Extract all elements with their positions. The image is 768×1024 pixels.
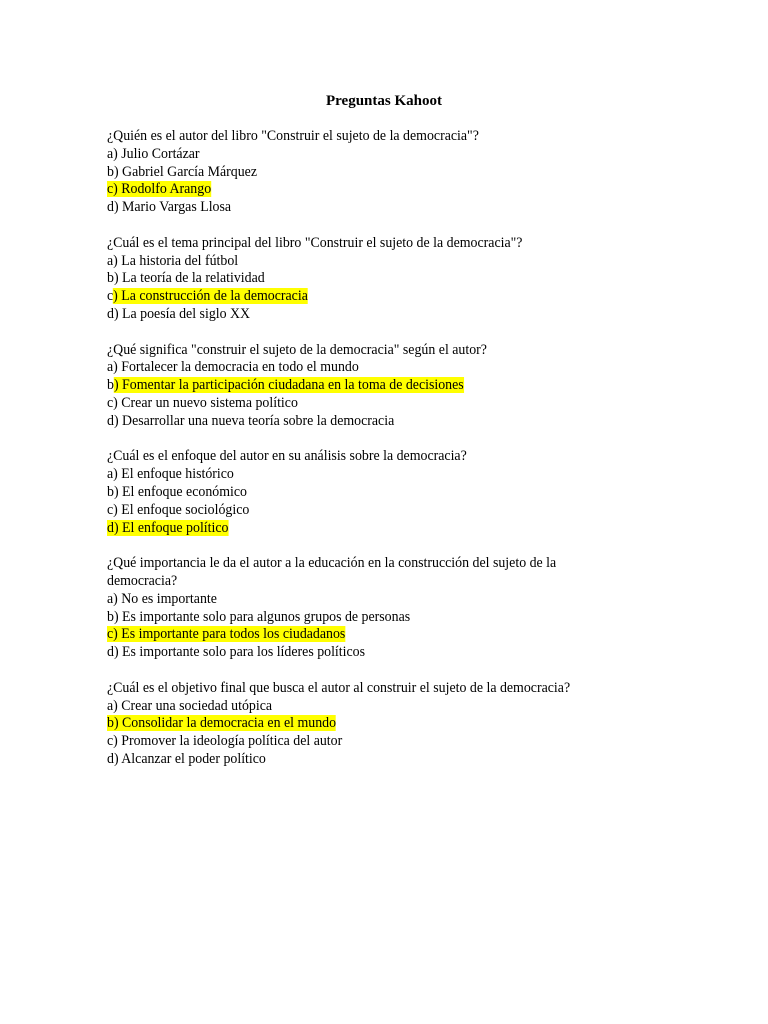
answer-option — [107, 164, 609, 182]
option-text: Fortalecer la democracia en todo el mundo — [121, 359, 359, 376]
option-text: La teoría de la relatividad — [122, 270, 265, 287]
option-text: Es importante para todos los ciudadanos — [121, 626, 346, 643]
answer-option-correct — [107, 715, 609, 733]
option-text: El enfoque histórico — [121, 466, 234, 483]
question-list — [107, 128, 609, 786]
option-prefix: c) — [107, 733, 122, 750]
answer-option — [107, 253, 609, 271]
option-text: Es importante solo para algunos grupos de personas — [122, 608, 411, 625]
question-text: ¿Quién es el autor del libro "Construir el sujeto de la democracia"? — [107, 128, 479, 144]
question-block — [107, 448, 609, 537]
option-prefix: a) — [107, 590, 122, 607]
option-prefix: b — [107, 377, 114, 394]
option-prefix: d) — [107, 750, 122, 767]
answer-option-correct — [107, 520, 609, 538]
option-prefix: b) — [107, 715, 123, 732]
option-text: Desarrollar una nueva teoría sobre la democracia — [122, 412, 395, 429]
question-block — [107, 235, 609, 324]
question-block — [107, 555, 609, 662]
answer-option — [107, 146, 609, 164]
answer-option — [107, 591, 609, 609]
answer-option — [107, 484, 609, 502]
option-text: Julio Cortázar — [121, 145, 200, 162]
option-text: Es importante solo para los líderes políticos — [122, 644, 366, 661]
answer-option — [107, 502, 609, 520]
answer-option — [107, 359, 609, 377]
option-text: Alcanzar el poder político — [121, 750, 266, 767]
answer-option-correct — [107, 181, 609, 199]
answer-option — [107, 644, 609, 662]
document-title: Preguntas Kahoot — [326, 93, 442, 109]
question-block — [107, 128, 609, 217]
question-text: ¿Qué importancia le da el autor a la educación en la construcción del sujeto de la democracia? — [107, 555, 557, 589]
option-text: El enfoque sociológico — [121, 501, 250, 518]
answer-option — [107, 270, 609, 288]
option-text: Promover la ideología política del autor — [121, 733, 343, 750]
option-prefix: b) — [107, 163, 123, 180]
answer-option — [107, 199, 609, 217]
option-prefix: a) — [107, 697, 122, 714]
option-prefix: c) — [107, 394, 122, 411]
option-prefix: d) — [107, 644, 123, 661]
question-text: ¿Cuál es el tema principal del libro "Construir el sujeto de la democracia"? — [107, 234, 523, 251]
option-prefix: c) — [107, 501, 122, 518]
answer-option — [107, 609, 609, 627]
option-text: El enfoque económico — [122, 483, 247, 500]
answer-option — [107, 751, 609, 769]
answer-option — [107, 733, 609, 751]
option-prefix: a) — [107, 145, 122, 162]
question-text: ¿Cuál es el objetivo final que busca el autor al construir el sujeto de la democracia? — [107, 679, 571, 696]
option-text: Mario Vargas Llosa — [122, 199, 232, 216]
highlighted-answer: ) Fomentar la participación ciudadana en la toma de decisiones — [113, 377, 464, 394]
option-prefix: d) — [107, 199, 123, 216]
question-block — [107, 342, 609, 431]
option-prefix: c) — [107, 626, 122, 643]
highlighted-answer — [107, 715, 336, 731]
option-text: El enfoque político — [122, 519, 229, 536]
answer-option — [107, 306, 609, 324]
option-prefix: a) — [107, 252, 122, 269]
option-text: Crear una sociedad utópica — [121, 697, 273, 714]
option-text: Crear un nuevo sistema político — [121, 394, 298, 411]
highlighted-answer — [107, 626, 345, 642]
option-prefix: d) — [107, 519, 123, 536]
question-block — [107, 680, 609, 769]
option-prefix: a) — [107, 359, 122, 376]
option-prefix: d) — [107, 305, 123, 322]
question-text: ¿Qué significa "construir el sujeto de la democracia" según el autor? — [107, 341, 487, 358]
answer-option — [107, 466, 609, 484]
answer-option — [107, 413, 609, 431]
option-text: No es importante — [121, 590, 217, 607]
option-prefix: d) — [107, 412, 123, 429]
answer-option — [107, 698, 609, 716]
option-text: Rodolfo Arango — [121, 181, 212, 198]
highlighted-answer: ) La construcción de la democracia — [113, 288, 308, 305]
option-text: Consolidar la democracia en el mundo — [122, 715, 337, 732]
highlighted-answer — [107, 520, 228, 536]
option-prefix: b) — [107, 483, 123, 500]
option-text: La historia del fútbol — [121, 252, 239, 269]
option-prefix: b) — [107, 270, 123, 287]
answer-option-correct — [107, 377, 609, 395]
answer-option-correct — [107, 288, 609, 306]
option-prefix: a) — [107, 466, 122, 483]
answer-option-correct — [107, 626, 609, 644]
option-prefix: c — [107, 288, 114, 305]
option-text: La poesía del siglo XX — [122, 305, 251, 322]
option-text: Gabriel García Márquez — [122, 163, 257, 180]
highlighted-answer — [107, 181, 211, 197]
option-prefix: b) — [107, 608, 123, 625]
answer-option — [107, 395, 609, 413]
question-text: ¿Cuál es el enfoque del autor en su análisis sobre la democracia? — [107, 448, 467, 465]
option-prefix: c) — [107, 181, 122, 198]
